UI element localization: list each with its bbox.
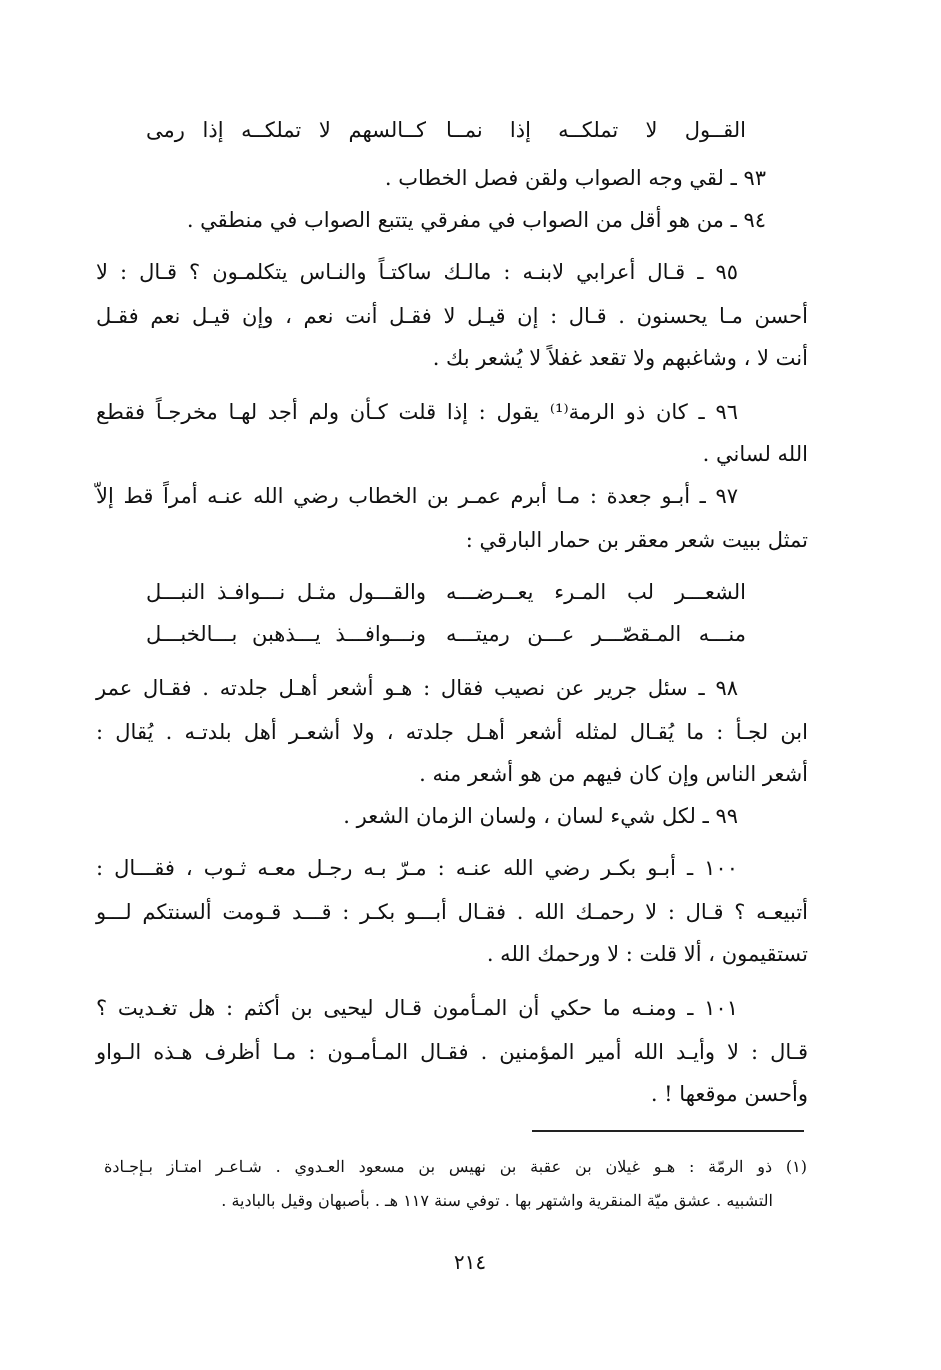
text-line: ٩٤ ـ من هو أقل من الصواب في مفرقي يتتبع الصواب في منطقي .	[186, 208, 766, 232]
verse-line-1	[146, 108, 746, 152]
text-line: ابن لجـأ : ما يُقـال لمثله أشعر أهـل جلدته ، ولا أشعـر أهل بلدتـه . يُقال :	[96, 720, 808, 744]
verse-hemistich: ونـــوافـــذ يـــذهبن بـــالخبـــل	[146, 622, 426, 646]
footnote-line: (١) ذو الرمّة : هـو غيلان بن عقبة بن نهيس بن مسعود العـدوي . شـاعـر امتـاز بـإجـادة	[104, 1157, 807, 1176]
text-line: ١٠٠ ـ أبـو بكـر رضي الله عنـه : مـرّ بـه رجـل معـه ثـوب ، فقـــال :	[96, 856, 738, 880]
text-line: أحسن مـا يحسنون . قـال : إن قيـل لا فقـل أنت نعم ، وإن قيـل نعم فقـل	[96, 304, 808, 328]
text-line: أتبيعـه ؟ قـال : لا رحمـك الله . فقـال أبـــو بكـر : قـــد قـومت ألسنتكم لـــو	[96, 900, 808, 924]
footnote-line: التشبيه . عشق ميّة المنقرية واشتهر بها . توفي سنة ١١٧ هـ . بأصبهان وقيل بالبادية .	[221, 1191, 773, 1210]
text-line: ٩٧ ـ أبـو جعدة : مـا أبرم عمـر بن الخطاب رضي الله عنـه أمراً قط إلاّ	[96, 484, 738, 508]
verse-hemistich: والقـــول مثـل نـــوافـذ النبـــل	[146, 580, 426, 604]
text-line: ١٠١ ـ ومنـه ما حكي أن المـأمون قـال ليحيى بن أكثم : هل تغـديت ؟	[96, 996, 738, 1020]
text-line: ٩٦ ـ كان ذو الرمة⁽¹⁾ يقول : إذا قلت كـأن ولم أجد لهـا مخرجـاً فقطع	[96, 400, 738, 424]
text-line: أنت لا ، وشاغبهم ولا تقعد غفلاً لا يُشعر بك .	[432, 346, 808, 370]
text-line: الله لساني .	[702, 442, 808, 466]
verse-hemistich: القــول لا تملكــه إذا نمــا	[446, 118, 746, 142]
verse-hemistich: كــالسهم لا تملكــه إذا رمى	[146, 118, 426, 142]
text-line: ٩٩ ـ لكل شيء لسان ، ولسان الزمان الشعر .	[343, 804, 738, 828]
page-number: ٢١٤	[453, 1250, 487, 1274]
text-line: قـال : لا وأيـد الله أمير المؤمنين . فقـال المـأمـون : مـا أظرف هـذه الـواو	[96, 1040, 808, 1064]
text-line: ٩٨ ـ سئل جرير عن نصيب فقال : هـو أشعر أهـل جلدته . فقـال عمر	[96, 676, 738, 700]
verse-line-2	[146, 570, 746, 614]
text-line: تستقيمون ، ألا قلت : لا ورحمك الله .	[486, 942, 808, 966]
text-line: أشعر الناس وإن كان فيهم من هو أشعر منه .	[419, 762, 808, 786]
text-line: تمثل ببيت شعر معقر بن حمار البارقي :	[465, 528, 808, 552]
verse-line-3	[146, 612, 746, 656]
text-line: ٩٥ ـ قـال أعرابي لابنـه : مالـك ساكتـاً والنـاس يتكلمـون ؟ قـال : لا	[96, 260, 738, 284]
verse-hemistich: الشعـــر لب المـرء يعــرضـــه	[446, 580, 746, 604]
text-line: وأحسن موقعها ! .	[650, 1082, 808, 1106]
footnote-divider	[532, 1130, 804, 1132]
verse-hemistich: منـــه المـقصّـــر عـــن رميتـــه	[446, 622, 746, 646]
text-line: ٩٣ ـ لقي وجه الصواب ولقن فصل الخطاب .	[384, 166, 766, 190]
